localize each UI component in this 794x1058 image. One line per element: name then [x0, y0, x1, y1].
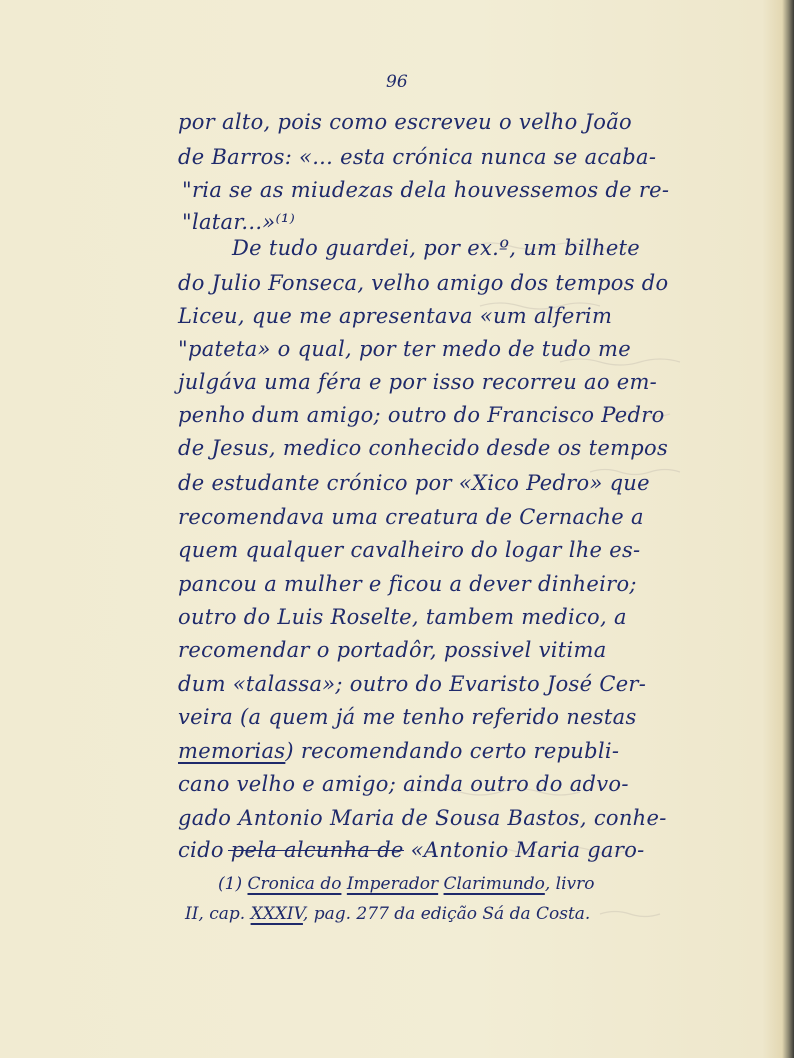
- text-line-7: Liceu, que me apresentava «um alferim: [178, 304, 613, 328]
- text-line-16: outro do Luis Roselte, tambem medico, a: [178, 605, 627, 629]
- text-line-8: "pateta» o qual, por ter medo de tudo me: [178, 337, 631, 361]
- text-line-6: do Julio Fonseca, velho amigo dos tempos do: [178, 271, 669, 295]
- text-line-3: "ria se as miudezas dela houvessemos de re-: [182, 178, 670, 202]
- footnote-title-part-3: Clarimundo: [443, 874, 545, 894]
- text-line-5: De tudo guardei, por ex.º, um bilhete: [232, 236, 641, 260]
- text-line-18: dum «talassa»; outro do Evaristo José Cer-: [178, 672, 647, 696]
- footnote-marker: (1): [218, 874, 243, 894]
- footnote-line-2: [185, 904, 590, 924]
- text-line-2: de Barros: «... esta crónica nunca se acaba-: [178, 145, 657, 169]
- text-line-20: memorias) recomendando certo republi-: [178, 739, 620, 763]
- footnote-separator: [228, 850, 404, 851]
- text-line-14: quem qualquer cavalheiro do logar lhe es-: [178, 538, 641, 562]
- text-line-9: julgáva uma féra e por isso recorreu ao em-: [178, 370, 658, 394]
- text-line-22: gado Antonio Maria de Sousa Bastos, conhe-: [178, 806, 667, 830]
- text-line-12: de estudante crónico por «Xico Pedro» que: [178, 471, 650, 495]
- footnote-chapter: XXXIV: [250, 904, 303, 924]
- text-line-23: cido pela alcunha de «Antonio Maria garo-: [178, 838, 645, 862]
- footnote-title-part-1: Cronica do: [247, 874, 342, 894]
- footnote-title-part-2: Imperador: [346, 874, 439, 894]
- footnote-book: II, cap.: [185, 904, 246, 924]
- text-line-11: de Jesus, medico conhecido desde os tempos: [178, 436, 669, 460]
- footnote-line-1-rest: , livro: [544, 874, 595, 894]
- text-line-17: recomendar o portadôr, possivel vitima: [178, 638, 607, 662]
- text-line-4: "latar...»⁽¹⁾: [182, 210, 296, 234]
- text-line-21: cano velho e amigo; ainda outro do advo-: [178, 772, 629, 796]
- footnote-line-2-rest: , pag. 277 da edição Sá da Costa.: [302, 904, 591, 924]
- text-line-19: veira (a quem já me tenho referido nestas: [178, 705, 637, 729]
- text-line-13: recomendava uma creatura de Cernache a: [178, 505, 644, 529]
- text-line-15: pancou a mulher e ficou a dever dinheiro;: [178, 572, 637, 596]
- text-line-1: por alto, pois como escreveu o velho João: [178, 110, 632, 134]
- underlined-word: memorias: [178, 739, 286, 763]
- text-line-10: penho dum amigo; outro do Francisco Pedro: [178, 403, 665, 427]
- page-number: 96: [386, 72, 408, 92]
- footnote-line-1: [218, 874, 594, 894]
